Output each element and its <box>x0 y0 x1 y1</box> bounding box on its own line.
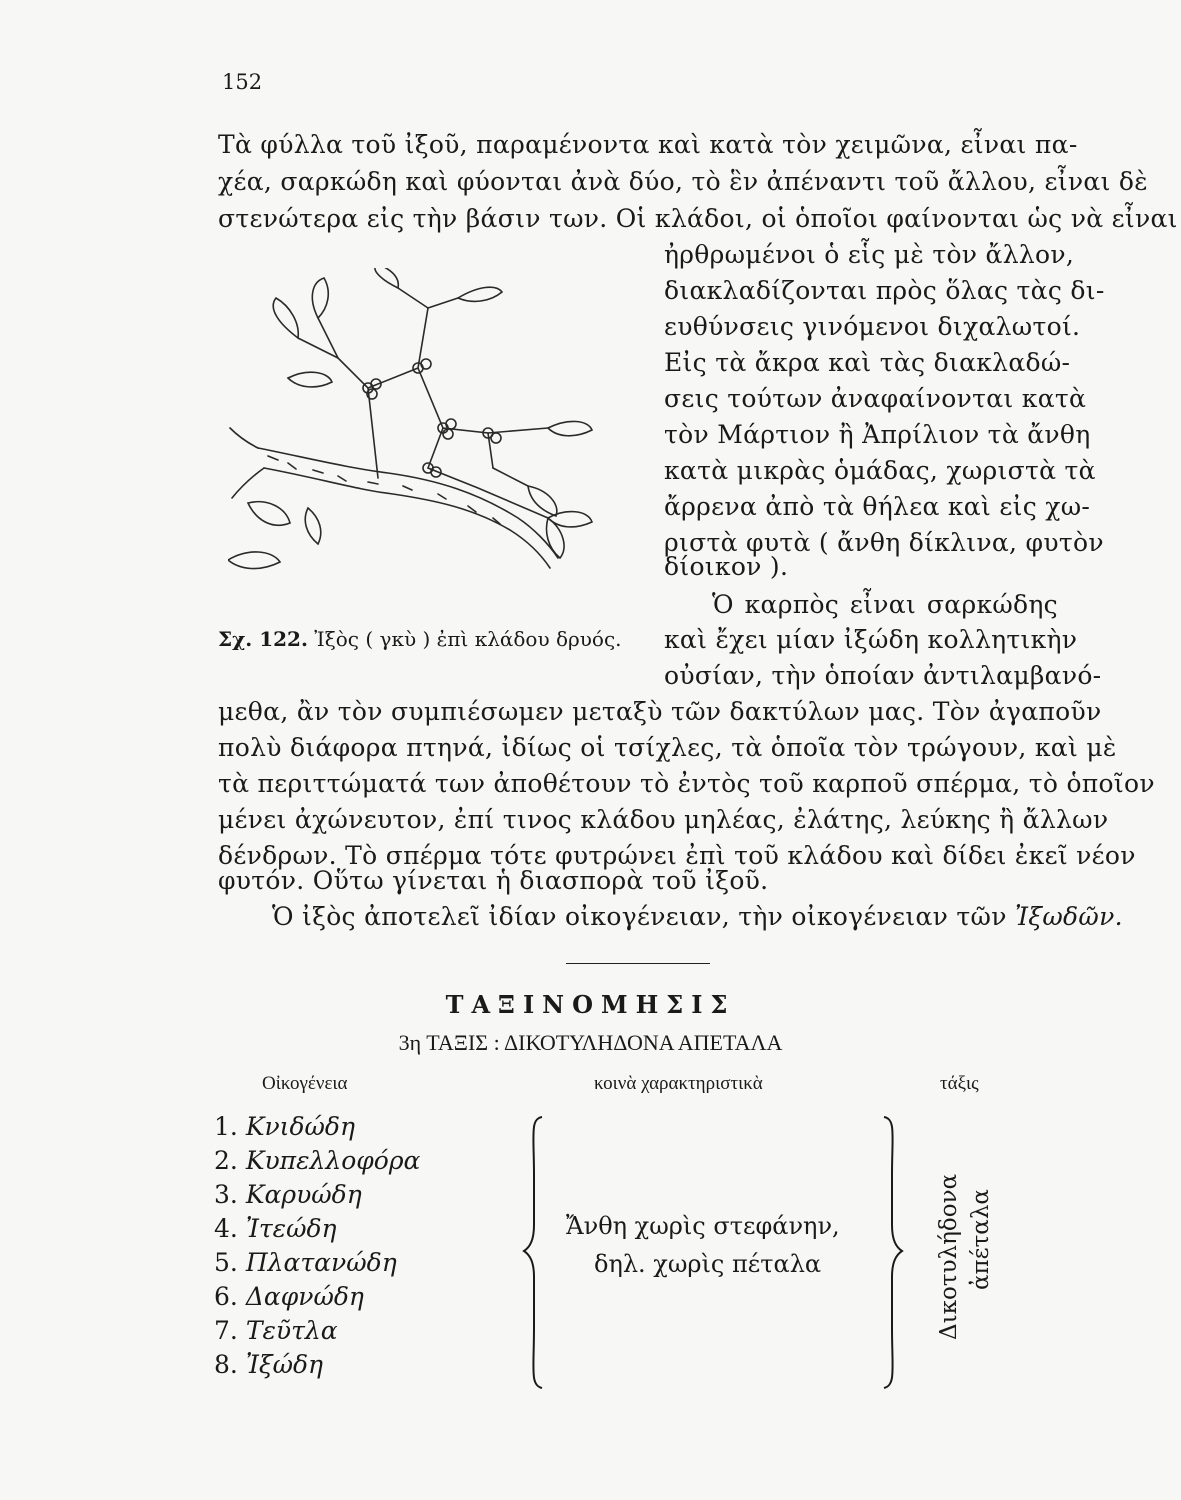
figure-label: Σχ. 122. <box>218 627 308 651</box>
right-brace <box>878 1115 908 1390</box>
class-label-vertical: ἀπέταλα <box>968 1189 994 1290</box>
family-row <box>214 1248 397 1277</box>
text-line: δένδρων. Τὸ σπέρμα τότε φυτρώνει ἐπὶ τοῦ κλάδου καὶ δίδει ἐκεῖ νέον <box>218 841 1136 870</box>
family-row <box>214 1316 338 1345</box>
text-line <box>272 902 1123 931</box>
family-name: Τεῦτλα <box>245 1316 338 1345</box>
text-line: φυτόν. Οὕτω γίνεται ἡ διασπορὰ τοῦ ἰξοῦ. <box>218 866 769 895</box>
family-name: Κνιδώδη <box>245 1112 355 1141</box>
family-name-italic: Ἰξωδῶν. <box>1014 902 1123 931</box>
text-line: μένει ἀχώνευτον, ἐπί τινος κλάδου μηλέας, ἐλάτης, λεύκης ἢ ἄλλων <box>218 805 1109 834</box>
family-row <box>214 1350 323 1379</box>
text-line: μεθα, ἂν τὸν συμπιέσωμεν μεταξὺ τῶν δακτύλων μας. Τὸν ἀγαποῦν <box>218 697 1102 726</box>
text-line: δίοικον ). <box>664 552 789 581</box>
family-name: Κυπελλοφόρα <box>245 1146 421 1175</box>
text-line: καὶ ἔχει μίαν ἰξώδη κολλητικὴν <box>664 625 1078 654</box>
text-line: ἠρθρωμένοι ὁ εἷς μὲ τὸν ἄλλον, <box>664 240 1075 269</box>
class-label-vertical: Δικοτυλήδονα <box>936 1173 962 1340</box>
left-brace <box>520 1115 550 1390</box>
text-line: πολὺ διάφορα πτηνά, ἰδίως οἱ τσίχλες, τὰ ὁποῖα τὸν τρώγουν, καὶ μὲ <box>218 733 1117 762</box>
section-divider <box>566 963 710 964</box>
column-header-class: τάξις <box>940 1073 979 1094</box>
text-line: σεις τούτων ἀναφαίνονται κατὰ <box>664 384 1087 413</box>
family-row <box>214 1112 355 1141</box>
family-row <box>214 1146 420 1175</box>
family-name: Ἰτεώδη <box>245 1214 337 1243</box>
family-number: 4. <box>214 1214 238 1243</box>
text-line: στενώτερα εἰς τὴν βάσιν των. Οἱ κλάδοι, οἱ ὁποῖοι φαίνονται ὡς νὰ εἶναι <box>218 204 1178 233</box>
family-number: 2. <box>214 1146 238 1175</box>
text-line: Εἰς τὰ ἄκρα καὶ τὰς διακλαδώ- <box>664 348 1071 377</box>
family-row <box>214 1180 362 1209</box>
text-line: τὸν Μάρτιον ἢ Ἀπρίλιον τὰ ἄνθη <box>664 420 1091 449</box>
text-line: χέα, σαρκώδη καὶ φύονται ἀνὰ δύο, τὸ ἓν ἀπέναντι τοῦ ἄλλου, εἶναι δὲ <box>218 167 1148 196</box>
family-name: Καρυώδη <box>245 1180 362 1209</box>
text-line: ευθύνσεις γινόμενοι διχαλωτοί. <box>664 312 1081 341</box>
column-header-family: Οἰκογένεια <box>262 1073 348 1094</box>
text-line: ἄρρενα ἀπὸ τὰ θήλεα καὶ εἰς χω- <box>664 492 1091 521</box>
family-row <box>214 1282 364 1311</box>
family-number: 8. <box>214 1350 238 1379</box>
text-line: οὐσίαν, τὴν ὁποίαν ἀντιλαμβανό- <box>664 661 1102 690</box>
column-header-common: κοινὰ χαρακτηριστικὰ <box>594 1073 763 1094</box>
text-line: διακλαδίζονται πρὸς ὅλας τὰς δι- <box>664 276 1105 305</box>
family-name: Δαφνώδη <box>245 1282 364 1311</box>
text-line: κατὰ μικρὰς ὁμάδας, χωριστὰ τὰ <box>664 456 1096 485</box>
common-characteristics-line: δηλ. χωρὶς πέταλα <box>594 1250 822 1278</box>
family-number: 5. <box>214 1248 238 1277</box>
family-number: 3. <box>214 1180 238 1209</box>
text-line: ριστὰ φυτὰ ( ἄνθη δίκλινα, φυτὸν <box>664 528 1104 557</box>
family-number: 6. <box>214 1282 238 1311</box>
section-subtitle: 3η ΤΑΞΙΣ : ΔΙΚΟΤΥΛΗΔΟΝΑ ΑΠΕΤΑΛΑ <box>398 1030 783 1055</box>
family-number: 1. <box>214 1112 238 1141</box>
figure-caption <box>218 627 622 651</box>
family-number: 7. <box>214 1316 238 1345</box>
text-line: τὰ περιττώματά των ἀποθέτουν τὸ ἐντὸς τοῦ καρποῦ σπέρμα, τὸ ὁποῖον <box>218 769 1155 798</box>
family-name: Πλατανώδη <box>245 1248 397 1277</box>
figure-caption-text: Ἰξὸς ( γκὺ ) ἐπὶ κλάδου δρυός. <box>314 627 622 651</box>
mistletoe-illustration <box>228 268 648 580</box>
page-number: 152 <box>222 70 263 94</box>
text-line: Τὰ φύλλα τοῦ ἰξοῦ, παραμένοντα καὶ κατὰ τὸν χειμῶνα, εἶναι πα- <box>218 130 1078 159</box>
family-row <box>214 1214 337 1243</box>
section-title: ΤΑΞΙΝΟΜΗΣΙΣ <box>445 990 736 1019</box>
paragraph-text: Ὁ ἰξὸς ἀποτελεῖ ἰδίαν οἰκογένειαν, τὴν οἰκογένειαν τῶν <box>272 902 1015 931</box>
text-line: Ὁ καρπὸς εἶναι σαρκώδης <box>712 590 1058 619</box>
family-name: Ἰξώδη <box>245 1350 324 1379</box>
common-characteristics-line: Ἄνθη χωρὶς στεφάνην, <box>566 1212 840 1240</box>
